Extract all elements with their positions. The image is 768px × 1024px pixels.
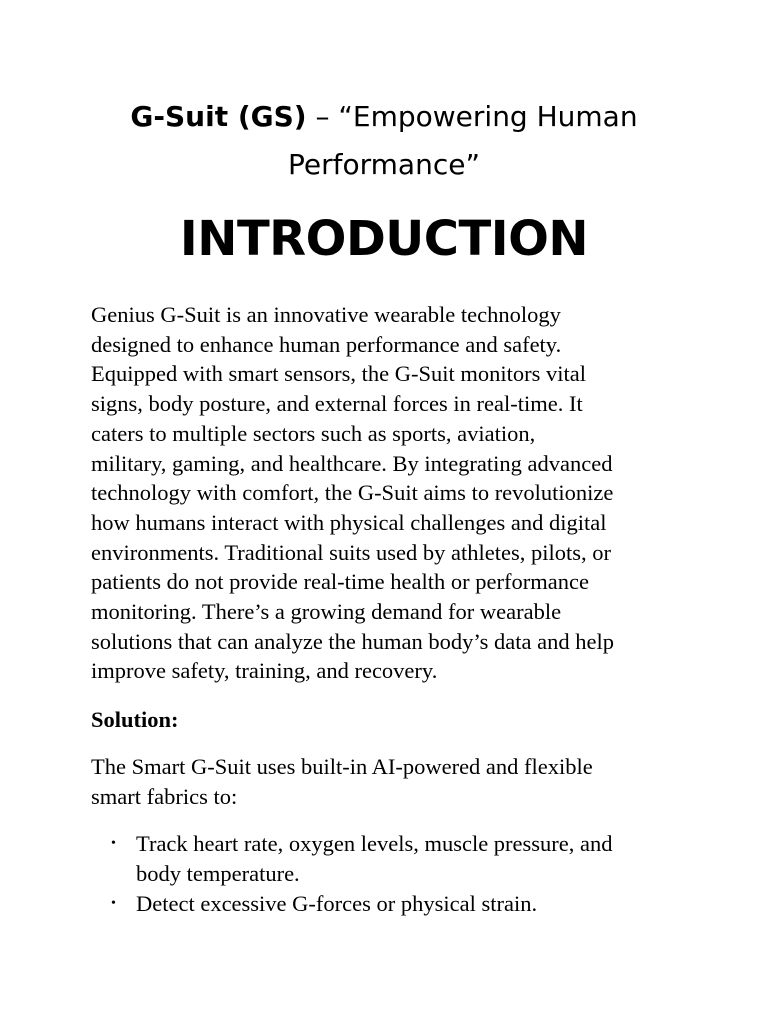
solution-intro-line: smart fabrics to:: [91, 783, 238, 809]
intro-line: military, gaming, and healthcare. By integrating advanced: [91, 450, 613, 476]
intro-line: monitoring. There’s a growing demand for wearable: [91, 599, 562, 625]
intro-line: how humans interact with physical challenges and digital: [91, 509, 607, 535]
intro-line: caters to multiple sectors such as sports, aviation,: [91, 420, 536, 446]
bullet-icon: •: [111, 836, 116, 851]
title-tagline-part1: – “Empowering Human: [306, 100, 638, 133]
solution-intro-line: The Smart G-Suit uses built-in AI-powered and flexible: [91, 754, 593, 779]
intro-line: signs, body posture, and external forces in real-time. It: [91, 391, 583, 417]
list-item: [91, 889, 711, 919]
intro-line: environments. Traditional suits used by athletes, pilots, or: [91, 539, 611, 565]
list-item: [91, 829, 711, 889]
title-product-name: G-Suit (GS): [130, 100, 307, 133]
intro-line: technology with comfort, the G-Suit aims to revolutionize: [91, 480, 614, 506]
bullet-icon: •: [111, 896, 116, 911]
intro-paragraph: [91, 300, 691, 686]
list-item-line: body temperature.: [136, 861, 300, 886]
intro-line: improve safety, training, and recovery.: [91, 658, 438, 684]
list-item-line: Track heart rate, oxygen levels, muscle pressure, and: [136, 831, 613, 856]
intro-line: Genius G-Suit is an innovative wearable technology: [91, 302, 561, 327]
intro-line: patients do not provide real-time health or performance: [91, 569, 589, 595]
intro-line: solutions that can analyze the human body’s data and help: [91, 628, 614, 654]
solution-intro-paragraph: [91, 752, 691, 811]
document-title: [0, 97, 768, 137]
section-heading-introduction: INTRODUCTION: [179, 211, 589, 267]
solution-subheading: Solution:: [91, 707, 179, 732]
list-item-line: Detect excessive G-forces or physical strain.: [136, 891, 538, 916]
feature-bullet-list: [91, 829, 711, 919]
intro-line: designed to enhance human performance and safety.: [91, 331, 562, 357]
document-title-continued: [0, 145, 768, 185]
title-tagline-part2: Performance”: [288, 148, 480, 181]
intro-line: Equipped with smart sensors, the G-Suit monitors vital: [91, 361, 586, 387]
